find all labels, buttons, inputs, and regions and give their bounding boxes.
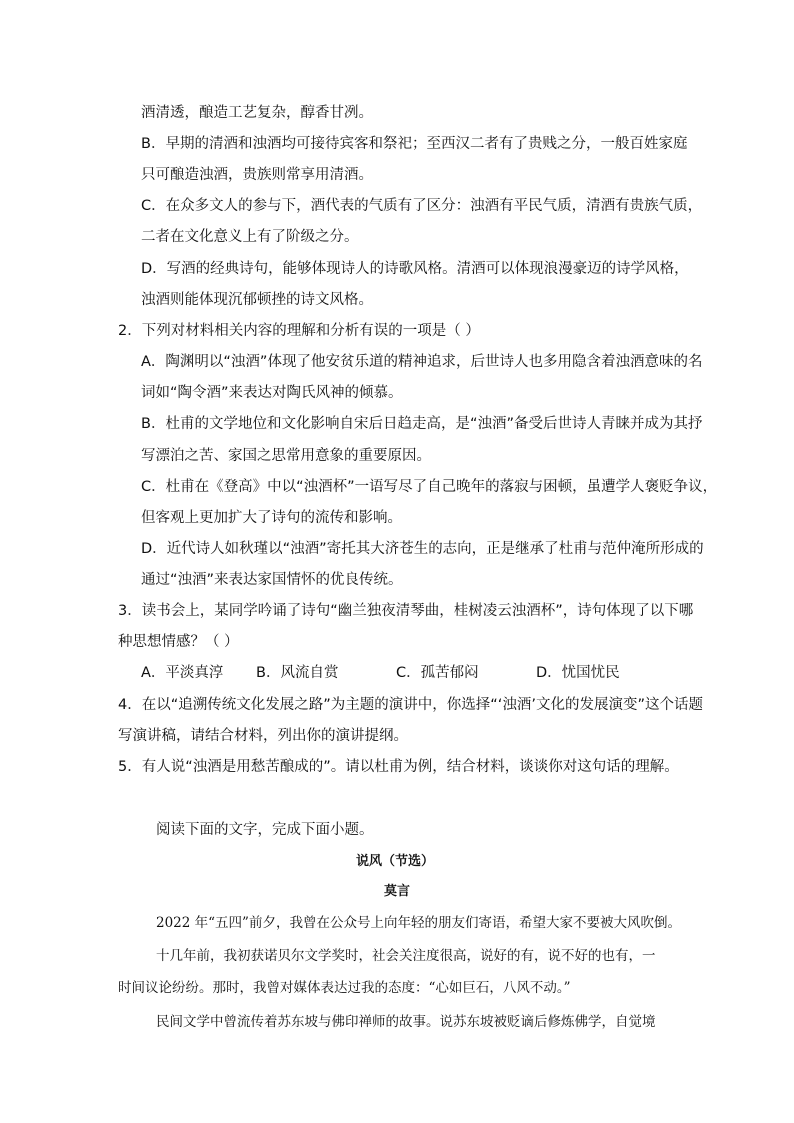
q3-option-b: B．风流自赏 [256,665,339,681]
q1-option-c-line1: C．在众多文人的参与下，酒代表的气质有了区分：浊酒有平民气质，清酒有贵族气质， [141,198,703,214]
q1-option-b-line1: B．早期的清酒和浊酒均可接待宾客和祭祀；至西汉二者有了贵贱之分，一般百姓家庭 [141,136,688,152]
q1-option-c-line2: 二者在文化意义上有了阶级之分。 [141,229,359,245]
q1-option-b-line2: 只可酿造浊酒，贵族则常享用清酒。 [141,167,373,183]
q2-option-b-line2: 写漂泊之苦、家国之思常用意象的重要原因。 [141,448,431,464]
passage-paragraph-2-line1: 十几年前，我初获诺贝尔文学奖时，社会关注度很高，说好的有，说不好的也有，一 [156,948,656,964]
passage-paragraph-3: 民间文学中曾流传着苏东坡与佛印禅师的故事。说苏东坡被贬谪后修炼佛学，自觉境 [156,1014,656,1030]
q1-option-d-line2: 浊酒则能体现沉郁顿挫的诗文风格。 [141,292,373,308]
q5-line1: 5．有人说“浊酒是用愁苦酿成的”。请以杜甫为例，结合材料，谈谈你对这句话的理解。 [118,759,679,775]
passage-title: 说风（节选） [356,854,435,869]
q1-option-d-line1: D．写酒的经典诗句，能够体现诗人的诗歌风格。清酒可以体现浪漫豪迈的诗学风格， [141,261,689,277]
q2-option-d-line2: 通过“浊酒”来表达家国情怀的优良传统。 [141,572,403,588]
q3-option-d: D．忧国忧民 [536,665,620,681]
q3-option-c: C．孤苦郁闷 [396,665,479,681]
q3-stem-line2: 种思想情感？（ ） [118,634,239,650]
q4-line2: 写演讲稿，请结合材料，列出你的演讲提纲。 [118,728,408,744]
passage-author: 莫言 [384,884,411,899]
q2-option-c-line2: 但客观上更加扩大了诗句的流传和影响。 [141,510,402,526]
q1-option-a-tail: 酒清透，酿造工艺复杂，醇香甘冽。 [141,105,373,121]
passage-paragraph-1: 2022 年“五四”前夕，我曾在公众号上向年轻的朋友们寄语，希望大家不要被大风吹倒。 [156,915,681,931]
q2-stem: 2．下列对材料相关内容的理解和分析有误的一项是（ ） [118,323,480,339]
passage-paragraph-2-line2: 时间议论纷纷。那时，我曾对媒体表达过我的态度：“心如巨石，八风不动。” [118,980,571,996]
q2-option-a-line2: 词如“陶令酒”来表达对陶氏风神的倾慕。 [141,385,403,401]
q2-option-c-line1: C．杜甫在《登高》中以“浊酒杯”一语写尽了自己晚年的落寂与困顿，虽遭学人褒贬争议， [141,479,718,495]
q3-stem-line1: 3．读书会上，某同学吟诵了诗句“幽兰独夜清琴曲，桂树凌云浊酒杯”，诗句体现了以下哪 [118,603,694,619]
q4-line1: 4．在以“追溯传统文化发展之路”为主题的演讲中，你选择“‘浊酒’文化的发展演变”这个话题 [118,697,703,713]
q2-option-d-line1: D．近代诗人如秋瑾以“浊酒”寄托其大济苍生的志向，正是继承了杜甫与范仲淹所形成的 [141,541,704,557]
q2-option-b-line1: B．杜甫的文学地位和文化影响自宋后日趋走高，是“浊酒”备受后世诗人青睐并成为其抒 [141,416,703,432]
q2-option-a-line1: A．陶渊明以“浊酒”体现了他安贫乐道的精神追求，后世诗人也多用隐含着浊酒意味的名 [141,354,703,370]
q3-option-a: A．平淡真淳 [141,665,224,681]
reading-instruction: 阅读下面的文字，完成下面小题。 [156,822,374,838]
